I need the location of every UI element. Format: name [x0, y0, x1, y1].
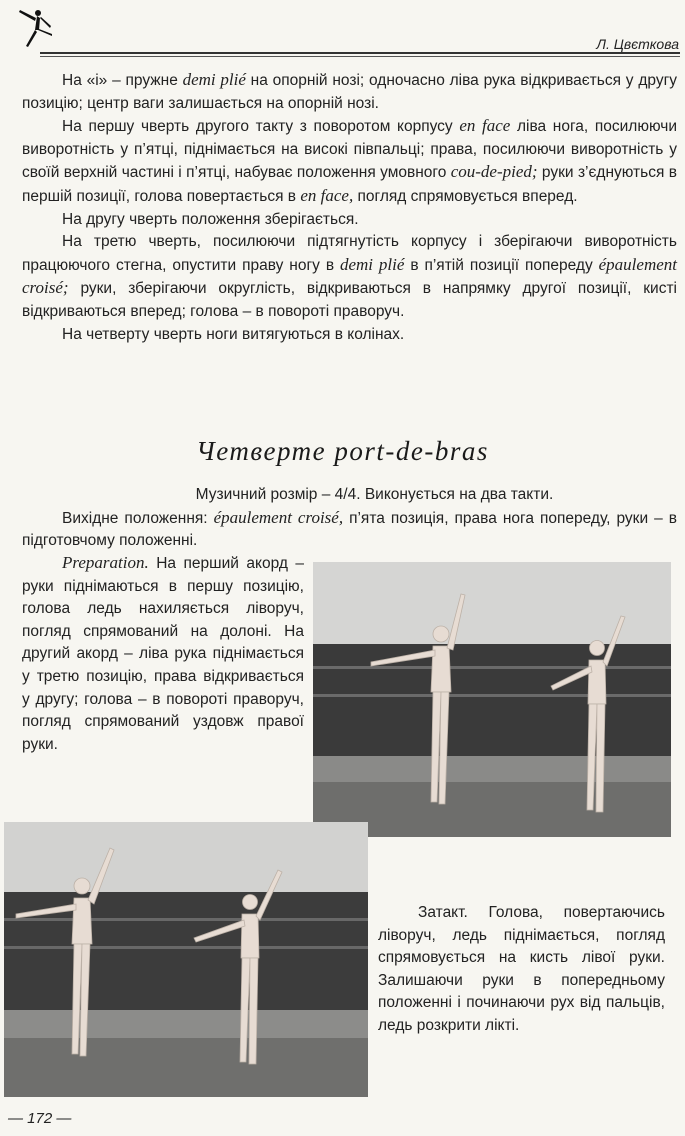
zatakt-text: Затакт. Голова, повертаючись ліворуч, ледь піднімається, погляд спрямовується на кисть лівої руки. Залишаючи руки в попередньому положенні і починаючи рух від пальців, ледь розкрити лікті.: [378, 904, 665, 1034]
starting-position: Вихідне положення: épaulement croisé, п’ята позиція, права нога попереду, руки – в підготовчому положенні.: [22, 507, 677, 550]
header-rule: [40, 52, 680, 54]
page-number: — 172 —: [8, 1110, 72, 1127]
header-rule-thin: [40, 56, 680, 57]
paragraph: На другу чверть положення зберігається.: [62, 210, 359, 228]
preparation-text: Preparation. На перший акорд – руки піднімаються в першу позицію, голова ледь нахиляється ліворуч, погляд спрямований на долоні. На другий акорд – ліва рука піднімається у третю позицію, права відкривається у другу; голова – в повороті праворуч, погляд спрямований уздовж правої руки.: [22, 553, 304, 753]
section-heading: Четверте port-de-bras: [196, 436, 489, 466]
paragraph: На третю чверть, посилюючи підтягнутість корпусу і зберігаючи виворотність працюючого стегна, опустити праву ногу в demi plié в п’ятій позиції попереду épaulement croisé; руки, зберігаючи округлість, відкриваються в напрямку другої позиції, кисті відкриваються вперед; голова – в повороті праворуч.: [22, 233, 677, 320]
dancer-logo-icon: [14, 6, 54, 52]
running-header-author: Л. Цвєткова: [596, 36, 679, 52]
section-intro: [22, 484, 677, 553]
ballet-photo-2: [4, 822, 368, 1097]
preparation-term: Preparation.: [62, 553, 149, 572]
music-meter-line: Музичний розмір – 4/4. Виконується на два такти.: [195, 486, 554, 503]
body-text-top: [22, 69, 677, 346]
paragraph: На четверту чверть ноги витягуються в колінах.: [62, 325, 405, 343]
paragraph: На «і» – пружне demi plié на опорній нозі; одночасно ліва рука відкривається у другу позицію; центр ваги залишається на опорній нозі.: [22, 70, 677, 112]
ballet-photo-1: [313, 562, 671, 837]
paragraph: На першу чверть другого такту з поворотом корпусу en face ліва нога, посилюючи виворотність у п’ятці, піднімається на високі півпальці; права, посилюючи виворотність у своїй верхній частині і п’ятці, набуває положення умовного cou-de-pied; руки з’єднуються в першій позиції, голова повертається в en face, погляд спрямовується вперед.: [22, 116, 677, 205]
